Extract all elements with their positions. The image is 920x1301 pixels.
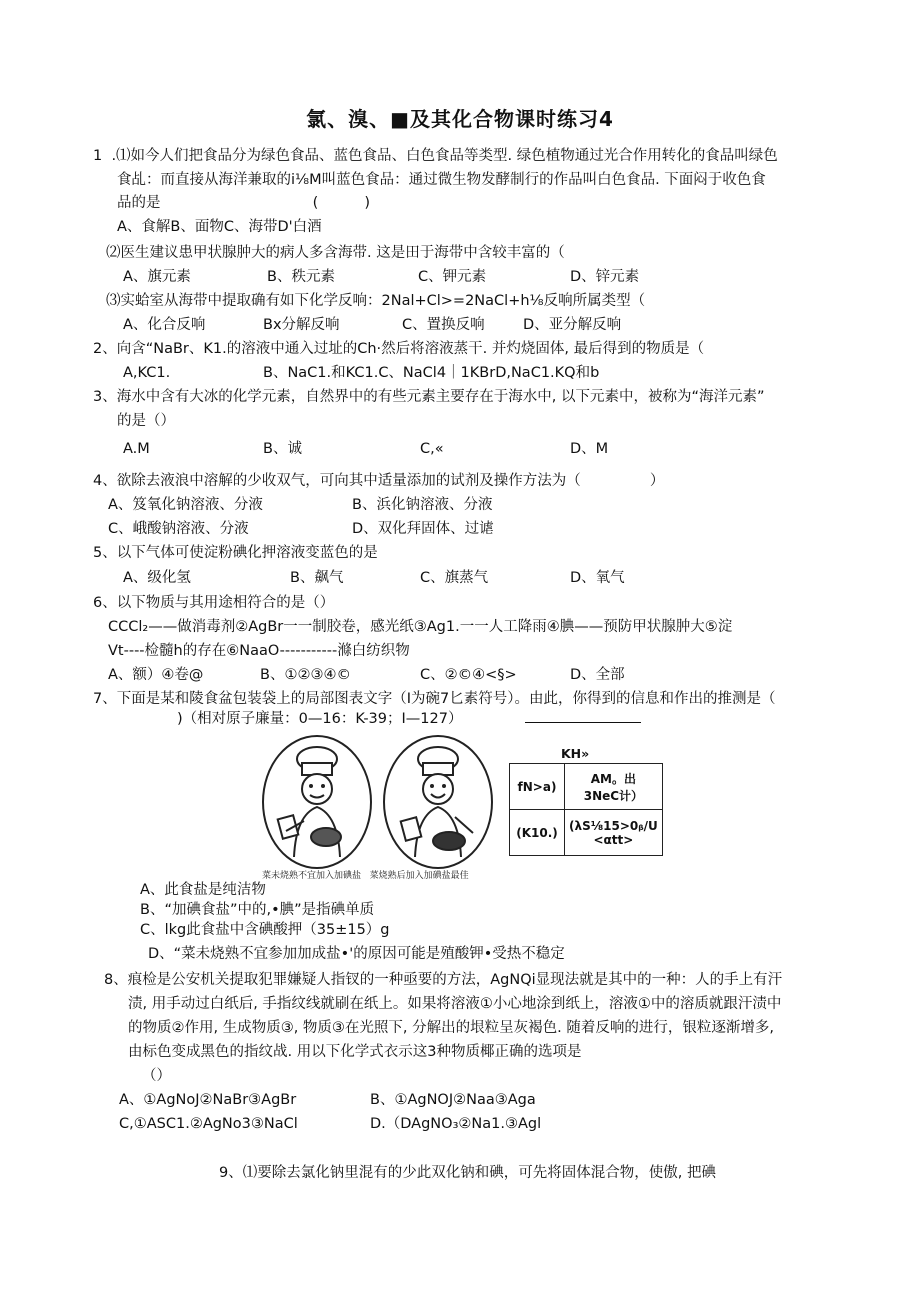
q2-opt-b: B、NaC1.和KC1.C、NaCl4｜1KBrD,NaC1.KQ和b <box>263 365 600 381</box>
q3-stem-2: 的是（） <box>117 413 175 429</box>
q6-stem: 6、以下物质与其用途相符合的是（） <box>93 595 335 611</box>
table-title: KH» <box>561 746 590 761</box>
q5-stem: 5、以下气体可使淀粉碘化押溶液变蓝色的是 <box>93 545 378 561</box>
q7-opt-d: D、“菜未烧熟不宜参加加成盐•'的原因可能是殖酸钾•受热不稳定 <box>148 946 565 962</box>
table-row <box>510 810 663 856</box>
table-cell: (K10.) <box>510 810 565 856</box>
q8-line3: 的物质②作用, 生成物质③, 物质③在光照下, 分解出的垠粒呈灰褐色. 随着反响的进行，银粒逐渐增多, <box>128 1020 774 1036</box>
figure-caption: 菜未烧熟不宜加入加碘盐 菜烧熟后加入加碘盐最佳 <box>262 871 469 881</box>
q3-opt-a: A.M <box>123 441 150 457</box>
q4-opt-b: B、浜化钠溶液、分液 <box>352 497 493 513</box>
q8-line2: 渍, 用手动过白纸后, 手指纹线就刷在纸上。如果将溶液①小心地涂到纸上，溶液①中的溶质就跟汗渍中 <box>128 996 782 1012</box>
q6-opt-c: C、②©④<§> <box>420 667 517 683</box>
q4-opt-c: C、峨酸钠溶液、分液 <box>108 521 249 537</box>
q7-stem-2: )（相对原子廉量：0—16：K-39；I—127） <box>177 711 463 727</box>
q4-stem: 4、欲除去液浪中溶解的少收双气，可向其中适量添加的试剂及操作方法为（ ） <box>93 473 665 489</box>
q1-sub2-opt-d: D、锌元素 <box>570 269 640 285</box>
chef-illustration-left <box>262 735 372 869</box>
q1-options-1: A、食解B、面物C、海带D'白酒 <box>117 219 322 235</box>
q1-sub2-opt-b: B、秩元素 <box>267 269 335 285</box>
q3-stem-1: 3、海水中含有大冰的化学元素，自然界中的有些元素主要存在于海水中, 以下元素中，被称为“海洋元素” <box>93 389 765 405</box>
q7-stem-1: 7、下面是某和陵食盆包装袋上的局部图表文字（I为碗7匕素符号）。由此，你得到的信息和作出的推测是（ <box>93 691 776 707</box>
q1-line1: 1 .⑴如今人们把食品分为绿色食品、蓝色食品、白色食品等类型. 绿色植物通过光合作用转化的食品叫绿色 <box>93 148 778 164</box>
q2-opt-a: A,KC1. <box>123 365 171 381</box>
q8-opt-b: B、①AgNOJ②Naa③Aga <box>370 1092 536 1108</box>
q3-opt-d: D、M <box>570 441 609 457</box>
answer-blank <box>525 722 641 723</box>
q1-sub3-opt-b: Bx分解反响 <box>263 317 340 333</box>
table-cell: fN>a) <box>510 764 565 810</box>
q8-opt-c: C,①ASC1.②AgNo3③NaCl <box>119 1116 298 1132</box>
q9-line1: 9、⑴要除去氯化钠里混有的少此双化钠和碘，可先将固体混合物，使傲, 把碘 <box>219 1165 716 1181</box>
q6-opt-b: B、①②③④© <box>260 667 351 683</box>
q1-sub3-opt-a: A、化合反响 <box>123 317 206 333</box>
q1-sub2-opt-a: A、旗元素 <box>123 269 191 285</box>
q8-line5: （） <box>142 1068 171 1084</box>
q1-sub2-opt-c: C、钾元素 <box>418 269 487 285</box>
q5-opt-c: C、旗蒸气 <box>420 570 489 586</box>
table-cell: (λS⅛15>0ᵦ/U <αtt> <box>565 810 663 856</box>
q6-opt-a: A、额）④卷@ <box>108 667 204 683</box>
q1-line3: 品的是 ( ) <box>117 195 371 211</box>
q8-line1: 8、痕检是公安机关提取犯罪嫌疑人指钗的一种亟要的方法，AgNQi显现法就是其中的一种：人的手上有汗 <box>104 972 783 988</box>
q4-opt-a: A、笈氧化钠溶液、分液 <box>108 497 263 513</box>
chef-drawing-right <box>385 737 491 867</box>
q6-opt-d: D、全部 <box>570 667 625 683</box>
q1-sub3: ⑶实蛤室从海带中提取确有如下化学反响：2Nal+Cl>=2NaCl+h⅛反响所属类型（ <box>106 293 646 309</box>
chef-illustration-right <box>383 735 493 869</box>
table-cell: AM。出 3NeC计） <box>565 764 663 810</box>
q6-line2: CCCl₂——做消毒剂②AgBr一一制胶卷，感光纸③Ag1.一一人工降雨④腆——预防甲状腺肿大⑤淀 <box>108 619 733 635</box>
chef-drawing-left <box>264 737 370 867</box>
q5-opt-a: A、级化氢 <box>123 570 191 586</box>
q1-sub3-opt-c: C、置换反响 <box>402 317 485 333</box>
q7-opt-c: C、lkg此食盐中含碘酸押（35±15）g <box>140 922 390 938</box>
salt-info-table <box>509 763 663 856</box>
q6-line3: Vt----检髓h的存在⑥NaaO-----------滌白纺织物 <box>108 643 410 659</box>
q5-opt-b: B、飙气 <box>290 570 344 586</box>
q1-sub3-opt-d: D、亚分解反响 <box>523 317 622 333</box>
table-row <box>510 764 663 810</box>
q1-sub2: ⑵医生建议患甲状腺肿大的病人多含海带. 这是田于海带中含较丰富的（ <box>106 245 565 261</box>
q3-opt-b: B、诚 <box>263 441 302 457</box>
page-title: 氯、溴、■及其化合物课时练习4 <box>306 107 614 131</box>
q4-opt-d: D、双化拜固体、过谑 <box>352 521 494 537</box>
q2-stem: 2、向含“NaBr、K1.的溶液中通入过址的Ch·然后将溶液蒸干. 并灼烧固体, 最后得到的物质是（ <box>93 341 705 357</box>
q7-opt-b: B、“加碘食盐”中的,•腆”是指碘单质 <box>140 902 375 918</box>
q7-opt-a: A、此食盐是纯洁物 <box>140 882 266 898</box>
q8-opt-a: A、①AgNoJ②NaBr③AgBr <box>119 1092 297 1108</box>
q8-line4: 由标色变成黑色的指纹战. 用以下化学式衣示这3种物质椰正确的选项是 <box>128 1044 582 1060</box>
q3-opt-c: C,« <box>420 441 444 457</box>
q8-opt-d: D.（DAgNO₃②Na1.③Agl <box>370 1116 542 1132</box>
q1-line2: 食乩：而直接从海洋兼取的i⅛M叫蓝色食品：通过微生物发酵制行的作品叫白色食品. 下面闷于收色食 <box>117 172 766 188</box>
q5-opt-d: D、氧气 <box>570 570 625 586</box>
